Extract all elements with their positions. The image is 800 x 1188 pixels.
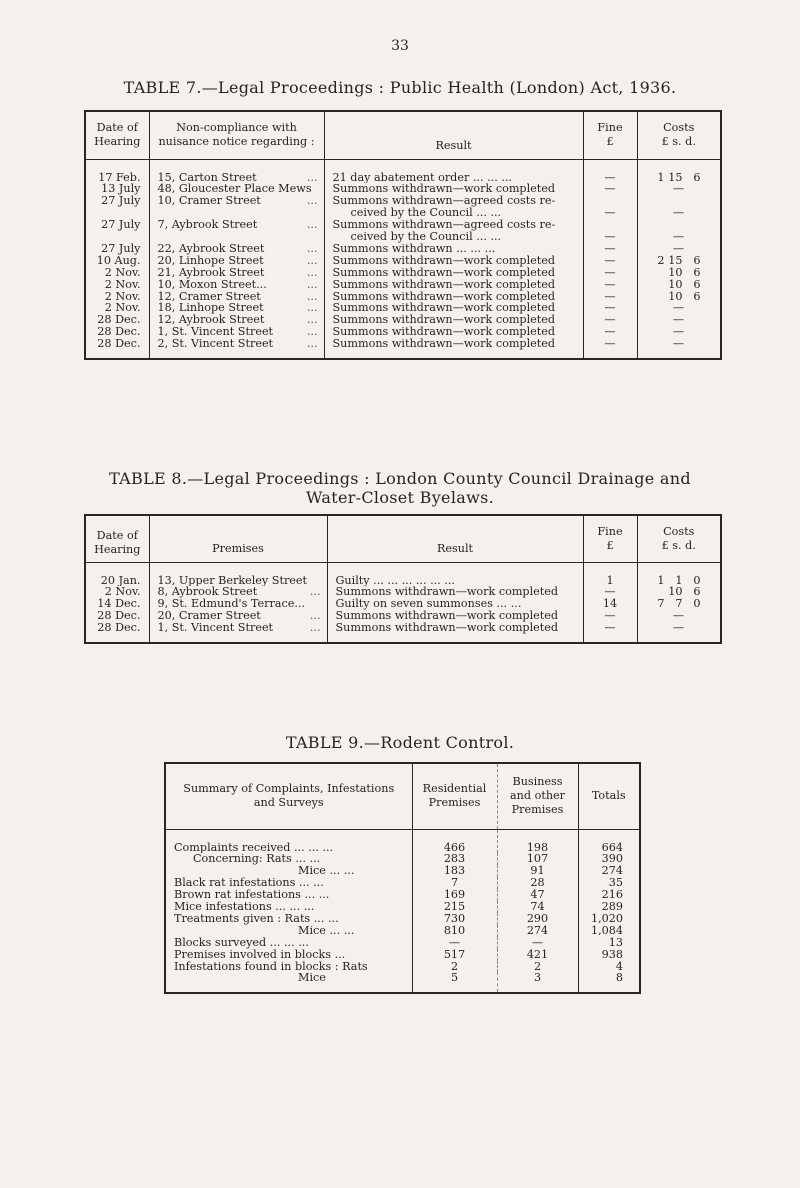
cell-total: 216	[578, 889, 640, 901]
cell-result	[327, 586, 583, 598]
table-row	[85, 562, 721, 586]
cell-premises	[149, 219, 324, 243]
cell-total: 4	[578, 961, 640, 973]
cell-total: 1,084	[578, 925, 640, 937]
cell-costs	[637, 279, 721, 291]
cell-business: 421	[497, 949, 578, 961]
costs-pounds: 1	[657, 573, 665, 587]
result-line: ceived by the Council ... ...	[350, 230, 502, 243]
cell-business: 28	[497, 877, 578, 889]
cell-business: 107	[497, 853, 578, 865]
premises-text: 7, Aybrook Street	[157, 219, 258, 232]
cell-total: 938	[578, 949, 640, 961]
costs-shillings: 10	[668, 278, 683, 291]
leader-dots: ...	[309, 610, 321, 623]
table9	[164, 762, 641, 994]
table-row	[165, 853, 640, 865]
table9-title-line: TABLE 9.—Rodent Control.	[285, 733, 515, 752]
costs-dash: —	[672, 242, 685, 255]
header-noncompliance: Non-compliance with nuisance notice regarding :	[149, 111, 324, 159]
cell-date: 10 Aug.	[96, 254, 141, 267]
cell-label: Mice infestations ... ... ...	[174, 901, 315, 913]
cell-costs	[637, 255, 721, 267]
cell-date: 17 Feb.	[98, 170, 141, 184]
result-line: Guilty on seven summonses ... ...	[335, 598, 522, 611]
table7-title-line: TABLE 7.—Legal Proceedings : Public Health (London) Act, 1936.	[123, 78, 677, 97]
cell-result	[327, 562, 583, 586]
table-row	[85, 219, 721, 243]
cell-premises	[149, 159, 324, 183]
result-line: ceived by the Council ... ...	[350, 206, 502, 220]
table-row	[85, 159, 721, 183]
table-row	[165, 949, 640, 961]
cell-date: 28 Dec.	[97, 326, 141, 339]
cell-premises	[149, 291, 324, 303]
table-row	[85, 598, 721, 610]
costs-dash: —	[672, 326, 685, 339]
cell-total: 1,020	[578, 913, 640, 925]
cell-label: Mice ... ...	[298, 924, 355, 937]
cell-costs	[637, 338, 721, 359]
leader-dots: ...	[306, 266, 318, 279]
cell-date: 28 Dec.	[97, 314, 141, 327]
cell-costs	[637, 159, 721, 183]
costs-dash: —	[672, 183, 685, 196]
cell-result	[324, 159, 583, 183]
cell-date: 28 Dec.	[97, 622, 141, 635]
premises-text: 13, Upper Berkeley Street	[157, 573, 308, 587]
costs-dash: —	[672, 610, 685, 623]
cell-result	[324, 243, 583, 255]
cell-costs	[637, 243, 721, 255]
cell-date: 28 Dec.	[97, 610, 141, 623]
cell-business: 3	[497, 972, 578, 993]
result-line: Summons withdrawn—work completed	[335, 586, 559, 599]
result-line: Summons withdrawn—work completed	[332, 302, 556, 315]
cell-residential: 215	[412, 901, 497, 913]
result-line: Summons withdrawn—work completed	[332, 314, 556, 327]
premises-text: 22, Aybrook Street	[157, 242, 265, 255]
costs-pence: 6	[693, 170, 701, 184]
costs-pounds: 1	[657, 170, 665, 184]
cell-residential: —	[412, 937, 497, 949]
table-row	[165, 925, 640, 937]
table-row	[85, 279, 721, 291]
costs-pence: 6	[693, 586, 701, 599]
cell-result	[324, 219, 583, 243]
costs-pence: 6	[693, 266, 701, 279]
table-row	[85, 291, 721, 303]
cell-date: 13 July	[101, 183, 141, 196]
cell-date: 20 Jan.	[100, 573, 141, 587]
costs-dash: —	[672, 622, 685, 635]
header-summary: Summary of Complaints, Infestations and Surveys	[165, 763, 412, 829]
leader-dots: ...	[306, 254, 318, 267]
header-costs: Costs £ s. d.	[637, 111, 721, 159]
cell-fine: —	[583, 183, 637, 195]
cell-fine: —	[583, 586, 637, 598]
cell-costs	[637, 291, 721, 303]
costs-shillings: 10	[668, 586, 683, 599]
costs-pounds: 7	[657, 598, 665, 611]
result-line: Summons withdrawn—work completed	[332, 183, 556, 196]
cell-label: Treatments given : Rats ... ...	[174, 912, 339, 925]
cell-total: 13	[578, 937, 640, 949]
costs-shillings: 1	[675, 573, 683, 587]
cell-residential: 7	[412, 877, 497, 889]
cell-residential: 730	[412, 913, 497, 925]
premises-text: 2, St. Vincent Street	[157, 338, 274, 351]
cell-premises	[149, 279, 324, 291]
cell-label: Brown rat infestations ... ...	[174, 889, 330, 902]
costs-pence: 6	[693, 290, 701, 303]
cell-result	[324, 338, 583, 359]
costs-pence: 0	[693, 573, 701, 587]
premises-text: 20, Linhope Street	[157, 254, 264, 267]
cell-fine: —	[583, 610, 637, 622]
cell-result	[327, 610, 583, 622]
leader-dots: ...	[306, 242, 318, 255]
cell-result	[327, 622, 583, 643]
cell-result	[327, 598, 583, 610]
cell-business: 198	[497, 829, 578, 853]
cell-result	[324, 326, 583, 338]
table-row	[85, 314, 721, 326]
costs-shillings: 15	[668, 254, 683, 267]
header-fine: Fine £	[583, 111, 637, 159]
cell-result	[324, 255, 583, 267]
premises-text: 20, Cramer Street	[157, 610, 261, 623]
cell-total: 35	[578, 877, 640, 889]
leader-dots: ...	[309, 586, 321, 599]
cell-business: 74	[497, 901, 578, 913]
cell-fine: —	[583, 291, 637, 303]
cell-date: 2 Nov.	[104, 278, 141, 291]
cell-costs	[637, 586, 721, 598]
costs-dash: —	[672, 302, 685, 315]
cell-label: Premises involved in blocks ...	[174, 948, 346, 961]
cell-label: Mice ... ...	[298, 865, 355, 878]
cell-result	[324, 195, 583, 219]
table8	[84, 514, 722, 644]
cell-costs	[637, 302, 721, 314]
result-line: Summons withdrawn—agreed costs re-	[332, 195, 556, 208]
result-line: Summons withdrawn ... ... ...	[332, 242, 496, 255]
cell-residential: 169	[412, 889, 497, 901]
result-line: Summons withdrawn—work completed	[332, 278, 556, 291]
cell-premises	[149, 326, 324, 338]
cell-label: Infestations found in blocks : Rats	[174, 960, 368, 973]
cell-costs	[637, 610, 721, 622]
costs-shillings: 7	[675, 598, 683, 611]
cell-residential: 466	[412, 829, 497, 853]
table-row	[85, 195, 721, 219]
table8-title	[0, 469, 800, 507]
table8-title-line: TABLE 8.—Legal Proceedings : London County Council Drainage and	[109, 469, 691, 488]
premises-text: 48, Gloucester Place Mews	[157, 183, 312, 196]
cell-premises	[149, 610, 327, 622]
header-residential: Residential Premises	[412, 763, 497, 829]
premises-text: 1, St. Vincent Street	[157, 326, 274, 339]
cell-date: 28 Dec.	[97, 338, 141, 351]
table-row	[85, 338, 721, 359]
header-result: Result	[324, 111, 583, 159]
cell-costs	[637, 598, 721, 610]
cell-label: Complaints received ... ... ...	[174, 840, 334, 854]
table-row	[85, 302, 721, 314]
cell-fine: —	[583, 267, 637, 279]
cell-result	[324, 291, 583, 303]
cell-costs	[637, 622, 721, 643]
cell-costs	[637, 183, 721, 195]
header-business: Business and other Premises	[497, 763, 578, 829]
table-row	[165, 889, 640, 901]
result-line: Guilty ... ... ... ... ... ...	[335, 573, 455, 587]
leader-dots: ...	[306, 195, 318, 208]
cell-premises	[149, 183, 324, 195]
leader-dots: ...	[306, 290, 318, 303]
table-row	[165, 877, 640, 889]
cell-fine: —	[583, 255, 637, 267]
cell-date: 27 July	[101, 219, 141, 232]
cell-premises	[149, 598, 327, 610]
header-result: Result	[327, 515, 583, 562]
table-row	[85, 255, 721, 267]
table7	[84, 110, 722, 360]
table-row	[165, 937, 640, 949]
cell-date: 2 Nov.	[104, 290, 141, 303]
cell-residential: 2	[412, 961, 497, 973]
result-line: Summons withdrawn—work completed	[332, 254, 556, 267]
cell-label: Black rat infestations ... ...	[174, 877, 324, 890]
cell-fine: —	[583, 622, 637, 643]
leader-dots: ...	[306, 314, 318, 327]
cell-label: Concerning: Rats ... ...	[193, 853, 321, 866]
costs-shillings: 10	[668, 290, 683, 303]
cell-premises	[149, 338, 324, 359]
cell-label: Blocks surveyed ... ... ...	[174, 936, 309, 949]
table-row	[165, 865, 640, 877]
cell-fine: —	[583, 338, 637, 359]
premises-text: 9, St. Edmund's Terrace...	[157, 598, 306, 611]
result-line: Summons withdrawn—work completed	[332, 326, 556, 339]
cell-business: 290	[497, 913, 578, 925]
cell-costs	[637, 219, 721, 243]
cell-fine: —	[583, 243, 637, 255]
costs-pence: 6	[693, 254, 701, 267]
result-line: Summons withdrawn—work completed	[332, 338, 556, 351]
cell-business: 47	[497, 889, 578, 901]
cell-result	[324, 183, 583, 195]
cell-premises	[149, 302, 324, 314]
leader-dots: ...	[306, 302, 318, 315]
table-row	[85, 243, 721, 255]
cell-fine: —	[583, 195, 637, 219]
table-row	[165, 972, 640, 993]
cell-fine: —	[583, 326, 637, 338]
costs-dash: —	[672, 314, 685, 327]
table8-title-line: Water-Closet Byelaws.	[306, 488, 494, 507]
table-row	[85, 610, 721, 622]
cell-business: 2	[497, 961, 578, 973]
premises-text: 1, St. Vincent Street	[157, 622, 274, 635]
leader-dots: ...	[306, 219, 318, 232]
cell-fine: —	[583, 302, 637, 314]
cell-fine: 14	[583, 598, 637, 610]
cell-total: 274	[578, 865, 640, 877]
premises-text: 10, Cramer Street	[157, 195, 261, 208]
cell-fine: —	[583, 279, 637, 291]
header-costs: Costs £ s. d.	[637, 515, 721, 562]
cell-total: 390	[578, 853, 640, 865]
costs-dash: —	[672, 338, 685, 351]
costs-pounds: 2	[657, 254, 665, 267]
table-row	[165, 901, 640, 913]
header-fine: Fine £	[583, 515, 637, 562]
costs-dash: —	[672, 230, 685, 243]
cell-costs	[637, 562, 721, 586]
costs-pence: 6	[693, 278, 701, 291]
leader-dots: ...	[306, 170, 318, 184]
header-date: Date of Hearing	[85, 515, 149, 562]
cell-premises	[149, 255, 324, 267]
table-row	[165, 961, 640, 973]
premises-text: 15, Carton Street	[157, 170, 257, 184]
costs-pence: 0	[693, 598, 701, 611]
table-row	[85, 267, 721, 279]
cell-residential: 183	[412, 865, 497, 877]
premises-text: 18, Linhope Street	[157, 302, 264, 315]
cell-date: 14 Dec.	[97, 598, 141, 611]
premises-text: 21, Aybrook Street	[157, 266, 265, 279]
result-line: Summons withdrawn—work completed	[332, 290, 556, 303]
table-row	[165, 829, 640, 853]
cell-premises	[149, 195, 324, 219]
cell-premises	[149, 586, 327, 598]
cell-date: 2 Nov.	[104, 266, 141, 279]
cell-premises	[149, 622, 327, 643]
cell-date: 27 July	[101, 195, 141, 208]
cell-total: 289	[578, 901, 640, 913]
header-date: Date of Hearing	[85, 111, 149, 159]
table7-title	[0, 78, 800, 97]
cell-result	[324, 314, 583, 326]
cell-result	[324, 279, 583, 291]
cell-date: 2 Nov.	[104, 302, 141, 315]
cell-costs	[637, 326, 721, 338]
cell-date: 27 July	[101, 242, 141, 255]
result-line: Summons withdrawn—work completed	[335, 610, 559, 623]
cell-costs	[637, 267, 721, 279]
cell-residential: 810	[412, 925, 497, 937]
page-number: 33	[391, 38, 409, 54]
leader-dots: ...	[306, 278, 318, 291]
leader-dots: ...	[309, 622, 321, 635]
cell-date: 2 Nov.	[104, 586, 141, 599]
table-row	[165, 913, 640, 925]
cell-premises	[149, 314, 324, 326]
cell-result	[324, 267, 583, 279]
leader-dots: ...	[306, 326, 318, 339]
table-row	[85, 183, 721, 195]
table-row	[85, 326, 721, 338]
cell-premises	[149, 243, 324, 255]
cell-business: 274	[497, 925, 578, 937]
cell-residential: 517	[412, 949, 497, 961]
cell-label: Mice	[298, 972, 326, 985]
header-premises: Premises	[149, 515, 327, 562]
cell-total: 664	[578, 829, 640, 853]
cell-fine: —	[583, 219, 637, 243]
premises-text: 12, Cramer Street	[157, 290, 261, 303]
cell-costs	[637, 195, 721, 219]
header-totals: Totals	[578, 763, 640, 829]
cell-fine: —	[583, 159, 637, 183]
cell-premises	[149, 562, 327, 586]
table-row	[85, 586, 721, 598]
premises-text: 10, Moxon Street...	[157, 278, 267, 291]
result-line: Summons withdrawn—agreed costs re-	[332, 219, 556, 232]
cell-fine: 1	[583, 562, 637, 586]
premises-text: 8, Aybrook Street	[157, 586, 258, 599]
costs-shillings: 15	[668, 170, 683, 184]
costs-shillings: 10	[668, 266, 683, 279]
result-line: 21 day abatement order ... ... ...	[332, 170, 512, 184]
table-row	[85, 622, 721, 643]
premises-text: 12, Aybrook Street	[157, 314, 265, 327]
result-line: Summons withdrawn—work completed	[332, 266, 556, 279]
cell-fine: —	[583, 314, 637, 326]
cell-total: 8	[578, 972, 640, 993]
cell-costs	[637, 314, 721, 326]
cell-business: 91	[497, 865, 578, 877]
cell-residential: 5	[412, 972, 497, 993]
table9-title	[0, 733, 800, 752]
result-line: Summons withdrawn—work completed	[335, 622, 559, 635]
costs-dash: —	[672, 206, 685, 220]
leader-dots: ...	[306, 338, 318, 351]
cell-residential: 283	[412, 853, 497, 865]
cell-result	[324, 302, 583, 314]
cell-premises	[149, 267, 324, 279]
cell-business: —	[497, 937, 578, 949]
